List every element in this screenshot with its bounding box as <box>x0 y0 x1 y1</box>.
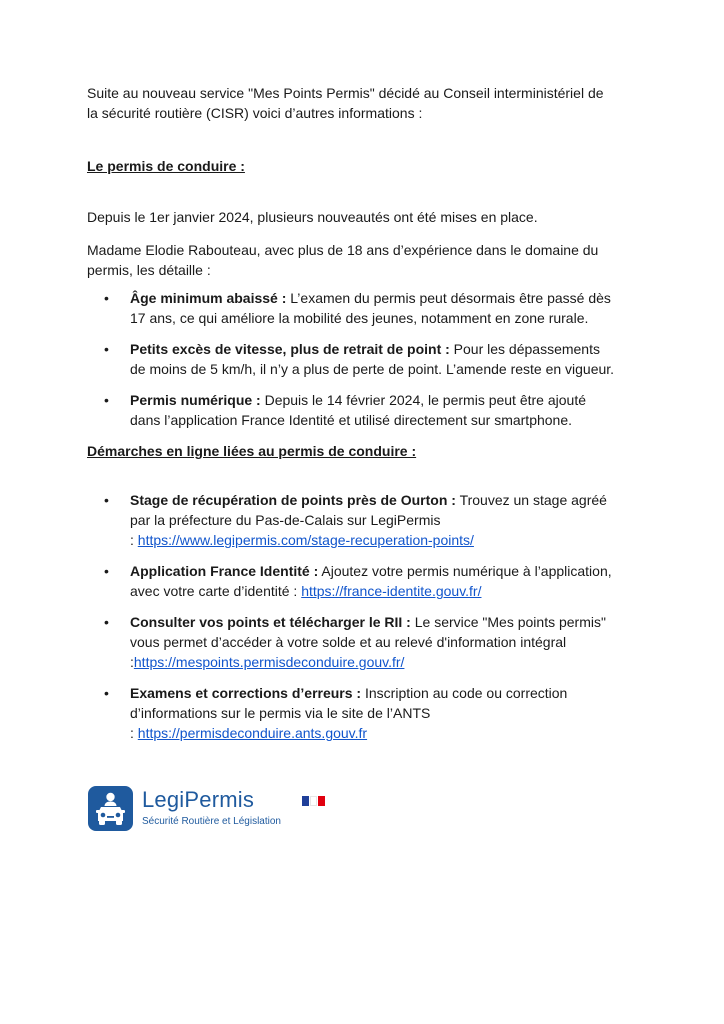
link-legipermis-stage[interactable]: https://www.legipermis.com/stage-recuperation-points/ <box>137 532 474 548</box>
list-nouveautes <box>87 288 647 430</box>
link-ants[interactable]: https://permisdeconduire.ants.gouv.fr <box>137 725 368 741</box>
bullet-icon: • <box>104 290 109 306</box>
link-france-identite[interactable]: https://france-identite.gouv.fr/ <box>301 583 482 599</box>
bullet-icon: • <box>104 392 109 408</box>
list-item: • Examens et corrections d’erreurs : Inscription au code ou correction d’informations sur le permis via le site de l’ANTS : https://permisdeconduire.ants.gouv.fr <box>104 685 568 741</box>
car-icon-graphic <box>88 786 133 831</box>
list-item: • Consulter vos points et télécharger le RII : Le service "Mes points permis" vous permet d’accéder à votre solde et au relevé d'information intégral :https://mespoints.permisdeconduire.gouv.fr/ <box>104 614 606 670</box>
list-item: • Permis numérique : Depuis le 14 février 2024, le permis peut être ajouté dans l’application France Identité et utilisé directement sur smartphone. <box>104 392 586 428</box>
intro-paragraph <box>87 83 647 123</box>
paragraph-nouveautes: Depuis le 1er janvier 2024, plusieurs nouveautés ont été mises en place. <box>87 209 538 225</box>
section-heading-demarches: Démarches en ligne liées au permis de conduire : <box>87 443 417 459</box>
car-icon <box>88 786 133 831</box>
section-heading-permis: Le permis de conduire : <box>87 158 245 174</box>
bullet-icon: • <box>104 563 109 579</box>
logo-name: LegiPermis <box>142 787 255 812</box>
bullet-icon: • <box>104 341 109 357</box>
french-flag-icon <box>302 796 326 806</box>
list-item: • Application France Identité : Ajoutez votre permis numérique à l’application, avec votre carte d’identité : https://france-identite.gouv.fr/ <box>104 563 612 599</box>
bullet-icon: • <box>104 685 109 701</box>
bullet-icon: • <box>104 492 109 508</box>
logo-tagline: Sécurité Routière et Législation <box>142 816 281 827</box>
paragraph-elodie: Madame Elodie Rabouteau, avec plus de 18 ans d’expérience dans le domaine du permis, les détaille : <box>87 242 599 278</box>
list-item: • Petits excès de vitesse, plus de retrait de point : Pour les dépassements de moins de 5 km/h, il n’y a plus de perte de point. L’amende reste en vigueur. <box>104 341 615 377</box>
link-mespoints[interactable]: https://mespoints.permisdeconduire.gouv.fr/ <box>133 654 405 670</box>
list-demarches <box>87 490 647 743</box>
intro-line: Suite au nouveau service "Mes Points Permis" décidé au Conseil interministériel de <box>87 85 604 101</box>
list-item: • Âge minimum abaissé : L’examen du permis peut désormais être passé dès 17 ans, ce qui améliore la mobilité des jeunes, notamment en zone rurale. <box>104 290 611 326</box>
list-item: • Stage de récupération de points près de Ourton : Trouvez un stage agréé par la préfecture du Pas-de-Calais sur LegiPermis : https://www.legipermis.com/stage-recuperation-points/ <box>104 492 607 548</box>
bullet-icon: • <box>104 614 109 630</box>
legipermis-logo <box>88 786 288 836</box>
intro-line: la sécurité routière (CISR) voici d’autres informations : <box>87 105 423 121</box>
